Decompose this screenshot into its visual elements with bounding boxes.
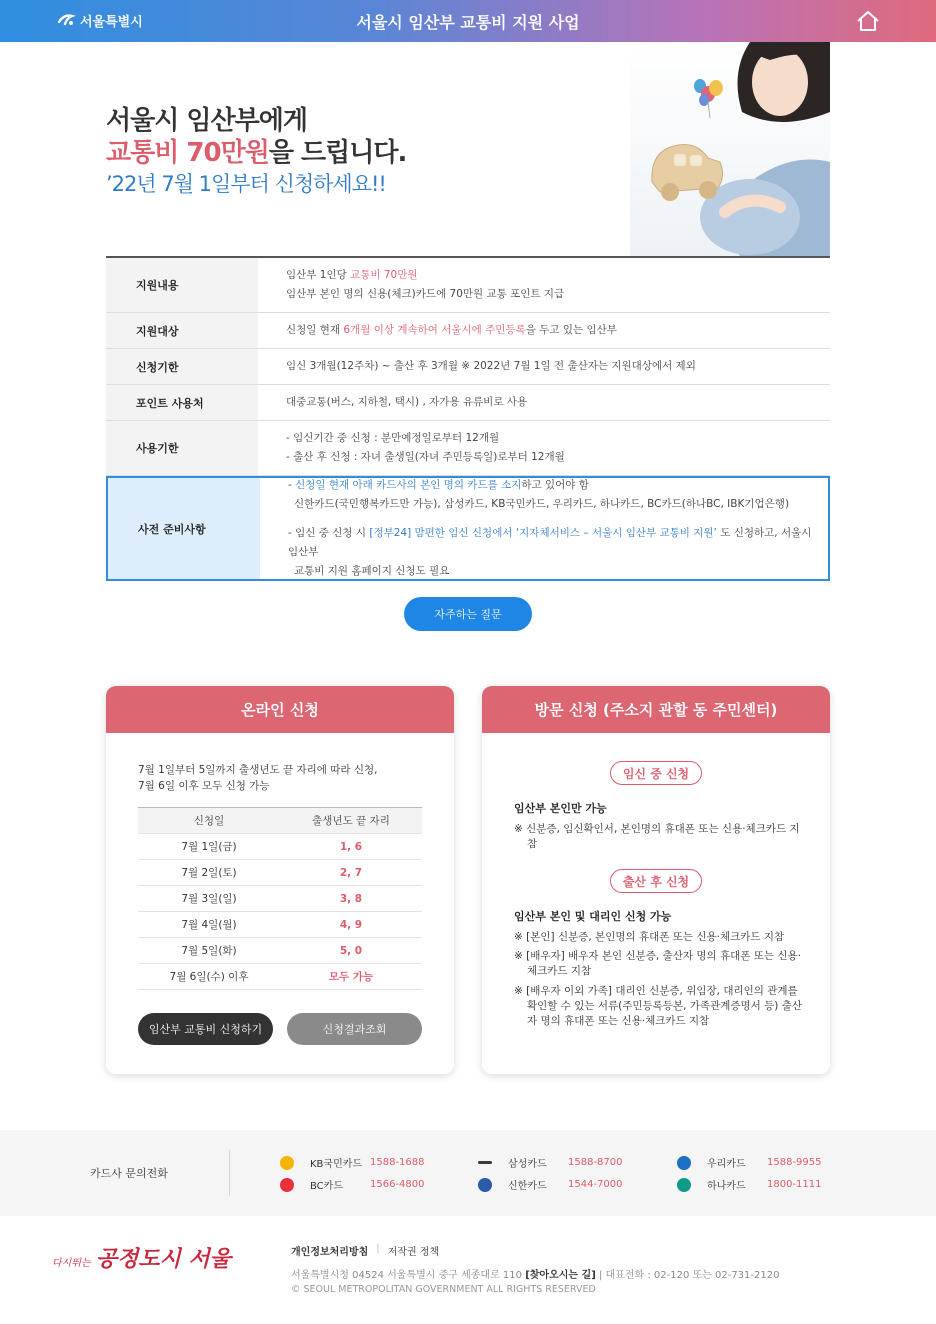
slogan-small: 다시뛰는 — [52, 1258, 91, 1269]
schedule-date: 7월 2일(토) — [181, 867, 237, 879]
intro-line: 7월 1일부터 5일까지 출생년도 끝 자리에 따라 신청, — [138, 764, 378, 776]
info-value — [258, 258, 830, 312]
info-highlight: 교통비 70만원 — [350, 269, 418, 281]
hero-heading-line2 — [106, 132, 406, 169]
schedule-digits: 2, 7 — [339, 866, 363, 879]
page-title: 서울시 임산부 교통비 지원 사업 — [356, 13, 580, 32]
info-text: 교통비 지원 홈페이지 신청도 필요 — [294, 565, 450, 577]
company-name: BC카드 — [310, 1181, 343, 1192]
company-phone[interactable]: 1588-1688 — [370, 1157, 425, 1168]
kb-card-icon — [280, 1156, 294, 1170]
pregnancy-apply-badge: 임신 중 신청 — [610, 761, 702, 785]
company-shinhan — [478, 1177, 623, 1192]
schedule-digits: 1, 6 — [339, 840, 363, 853]
table-row — [138, 886, 422, 912]
visit-note: ※ [본인] 신분증, 본인명의 휴대폰 또는 신용·체크카드 지참 — [514, 931, 785, 943]
visit-apply-card — [482, 686, 830, 1074]
slogan-big: 공정도시 서울 — [95, 1246, 231, 1272]
info-text: 임산부 1인당 — [286, 269, 351, 281]
visit-subtitle: 임산부 본인만 가능 — [514, 802, 607, 815]
schedule-date: 7월 5일(화) — [181, 945, 237, 957]
footer-links — [291, 1243, 439, 1258]
schedule-date: 7월 6일(수) 이후 — [169, 971, 249, 983]
company-name: 신한카드 — [508, 1181, 547, 1192]
company-name: 삼성카드 — [508, 1159, 547, 1170]
table-row — [138, 938, 422, 964]
visit-note: ※ [배우자 이외 가족] 대리인 신분증, 위임장, 대리인의 관계를 확인할 수 있는 서류(주민등록등본, 가족관계증명서 등) 출산자 명의 휴대폰 또는 신용·체크카드 지참 — [514, 985, 802, 1027]
schedule-date: 7월 1일(금) — [181, 841, 237, 853]
company-phone[interactable]: 1544-7000 — [568, 1179, 623, 1190]
schedule-date: 7월 4일(월) — [181, 919, 237, 931]
company-phone[interactable]: 1800-1111 — [767, 1179, 822, 1190]
table-row — [138, 834, 422, 860]
support-info-table — [106, 256, 830, 581]
phone-text: | 대표전화 : 02-120 또는 02-731-2120 — [595, 1270, 780, 1281]
table-row — [138, 964, 422, 990]
schedule-digits: 4, 9 — [339, 918, 363, 931]
privacy-policy-link[interactable]: 개인정보처리방침 — [291, 1247, 369, 1258]
info-text: - 임신 중 신청 시 — [288, 527, 370, 539]
faq-button[interactable]: 자주하는 질문 — [404, 597, 532, 631]
info-label: 사용기한 — [106, 421, 258, 475]
info-label: 신청기한 — [106, 349, 258, 384]
address-text: 서울특별시청 04524 서울특별시 중구 세종대로 110 — [291, 1270, 526, 1281]
table-row — [138, 860, 422, 886]
divider — [229, 1150, 230, 1196]
hana-card-icon — [677, 1178, 691, 1192]
info-text: - 출산 후 신청 : 자녀 출생일(자녀 주민등록일)로부터 12개월 — [286, 451, 565, 463]
info-text: 임산부 본인 명의 신용(체크)카드에 70만원 교통 포인트 지급 — [286, 288, 565, 300]
footer-copyright: © SEOUL METROPOLITAN GOVERNMENT ALL RIGHTS RESERVED — [291, 1284, 596, 1295]
info-value — [260, 478, 828, 579]
check-result-button[interactable]: 신청결과조회 — [287, 1013, 422, 1045]
visit-note: ※ [배우자] 배우자 본인 신분증, 출산자 명의 휴대폰 또는 신용·체크카드 지참 — [514, 950, 801, 977]
top-header — [0, 0, 936, 42]
info-text: 도 신청하고, 서울시 임산부 — [288, 527, 812, 558]
company-samsung — [478, 1155, 623, 1170]
home-icon[interactable] — [856, 10, 880, 32]
hero-banner — [106, 42, 830, 256]
online-apply-card — [106, 686, 454, 1074]
info-value: 대중교통(버스, 지하철, 택시) , 자가용 유류비로 사용 — [286, 396, 528, 408]
hero-heading-line1: 서울시 임산부에게 — [106, 106, 307, 136]
shinhan-card-icon — [478, 1178, 492, 1192]
footer-address — [291, 1266, 779, 1281]
hero-highlight: 교통비 70만원 — [106, 138, 269, 168]
company-phone[interactable]: 1588-8700 — [568, 1157, 623, 1168]
column-header: 출생년도 끝 자리 — [312, 815, 390, 827]
schedule-table — [138, 807, 422, 990]
company-name: KB국민카드 — [310, 1159, 363, 1170]
table-row — [138, 912, 422, 938]
schedule-header — [138, 808, 422, 834]
copyright-policy-link[interactable]: 저작권 정책 — [387, 1247, 440, 1258]
woori-card-icon — [677, 1156, 691, 1170]
intro-line: 7월 6일 이후 모두 신청 가능 — [138, 780, 270, 792]
directions-link[interactable]: [찾아오시는 길] — [525, 1270, 596, 1281]
info-row-preparation — [106, 476, 830, 581]
info-value: 임신 3개월(12주차) ~ 출산 후 3개월 ※ 2022년 7월 1일 전 출산자는 지원대상에서 제외 — [286, 360, 696, 372]
card-company-contacts — [0, 1130, 936, 1216]
contacts-label: 카드사 문의전화 — [90, 1167, 168, 1180]
company-phone[interactable]: 1588-9955 — [767, 1157, 822, 1168]
visit-note: ※ 신분증, 임신확인서, 본인명의 휴대폰 또는 신용·체크카드 지참 — [514, 823, 800, 850]
footer-slogan-logo — [52, 1242, 231, 1273]
info-text: - — [288, 479, 296, 491]
visit-subtitle: 임산부 본인 및 대리인 신청 가능 — [514, 910, 672, 923]
link-separator: | — [376, 1243, 380, 1254]
info-value — [258, 313, 830, 348]
apply-button[interactable]: 임산부 교통비 신청하기 — [138, 1013, 273, 1045]
company-phone[interactable]: 1566-4800 — [370, 1179, 425, 1190]
info-value — [258, 421, 830, 475]
schedule-digits: 5, 0 — [339, 944, 363, 957]
info-row-deadline — [106, 349, 830, 385]
online-apply-title: 온라인 신청 — [106, 686, 454, 733]
info-text: 신한카드(국민행복카드만 가능), 삼성카드, KB국민카드, 우리카드, 하나카드, BC카드(하나BC, IBK기업은행) — [294, 498, 790, 510]
info-highlight: [정부24] 맘편한 임신 신청에서 ‘지자체서비스 – 서울시 임산부 교통비 지원’ — [369, 527, 717, 539]
company-bc — [280, 1177, 425, 1192]
info-highlight: 신청일 현재 아래 카드사의 본인 명의 카드를 소지 — [295, 479, 522, 491]
info-highlight: 6개월 이상 계속하여 서울시에 주민등록 — [343, 324, 526, 336]
info-label: 포인트 사용처 — [106, 385, 258, 420]
hero-subheading: ’22년 7월 1일부터 신청하세요!! — [106, 172, 386, 196]
info-text: 신청일 현재 — [286, 324, 344, 336]
logo-text: 서울특별시 — [80, 14, 143, 30]
schedule-digits: 3, 8 — [339, 892, 363, 905]
info-row-target — [106, 313, 830, 349]
info-text: 을 두고 있는 임산부 — [525, 324, 617, 336]
schedule-date: 7월 3일(일) — [181, 893, 237, 905]
info-text: 하고 있어야 함 — [521, 479, 589, 491]
hero-heading-rest: 을 드립니다. — [268, 138, 407, 168]
samsung-card-icon — [478, 1161, 492, 1164]
bc-card-icon — [280, 1178, 294, 1192]
company-name: 우리카드 — [707, 1159, 746, 1170]
postpartum-apply-badge: 출산 후 신청 — [610, 869, 702, 893]
company-woori — [677, 1155, 822, 1170]
info-text: - 임신기간 중 신청 : 분만예정일로부터 12개월 — [286, 432, 500, 444]
online-apply-intro — [138, 762, 377, 794]
visit-apply-title: 방문 신청 (주소지 관할 동 주민센터) — [482, 686, 830, 733]
info-label: 지원내용 — [106, 258, 258, 312]
schedule-digits: 모두 가능 — [328, 971, 374, 983]
info-row-period — [106, 421, 830, 476]
column-header: 신청일 — [193, 815, 225, 827]
company-hana — [677, 1177, 822, 1192]
info-label: 지원대상 — [106, 313, 258, 348]
company-name: 하나카드 — [707, 1181, 746, 1192]
info-row-content — [106, 258, 830, 313]
pregnant-woman-illustration — [630, 42, 830, 256]
info-row-usage — [106, 385, 830, 421]
company-kb — [280, 1155, 425, 1170]
info-label: 사전 준비사항 — [108, 478, 260, 579]
